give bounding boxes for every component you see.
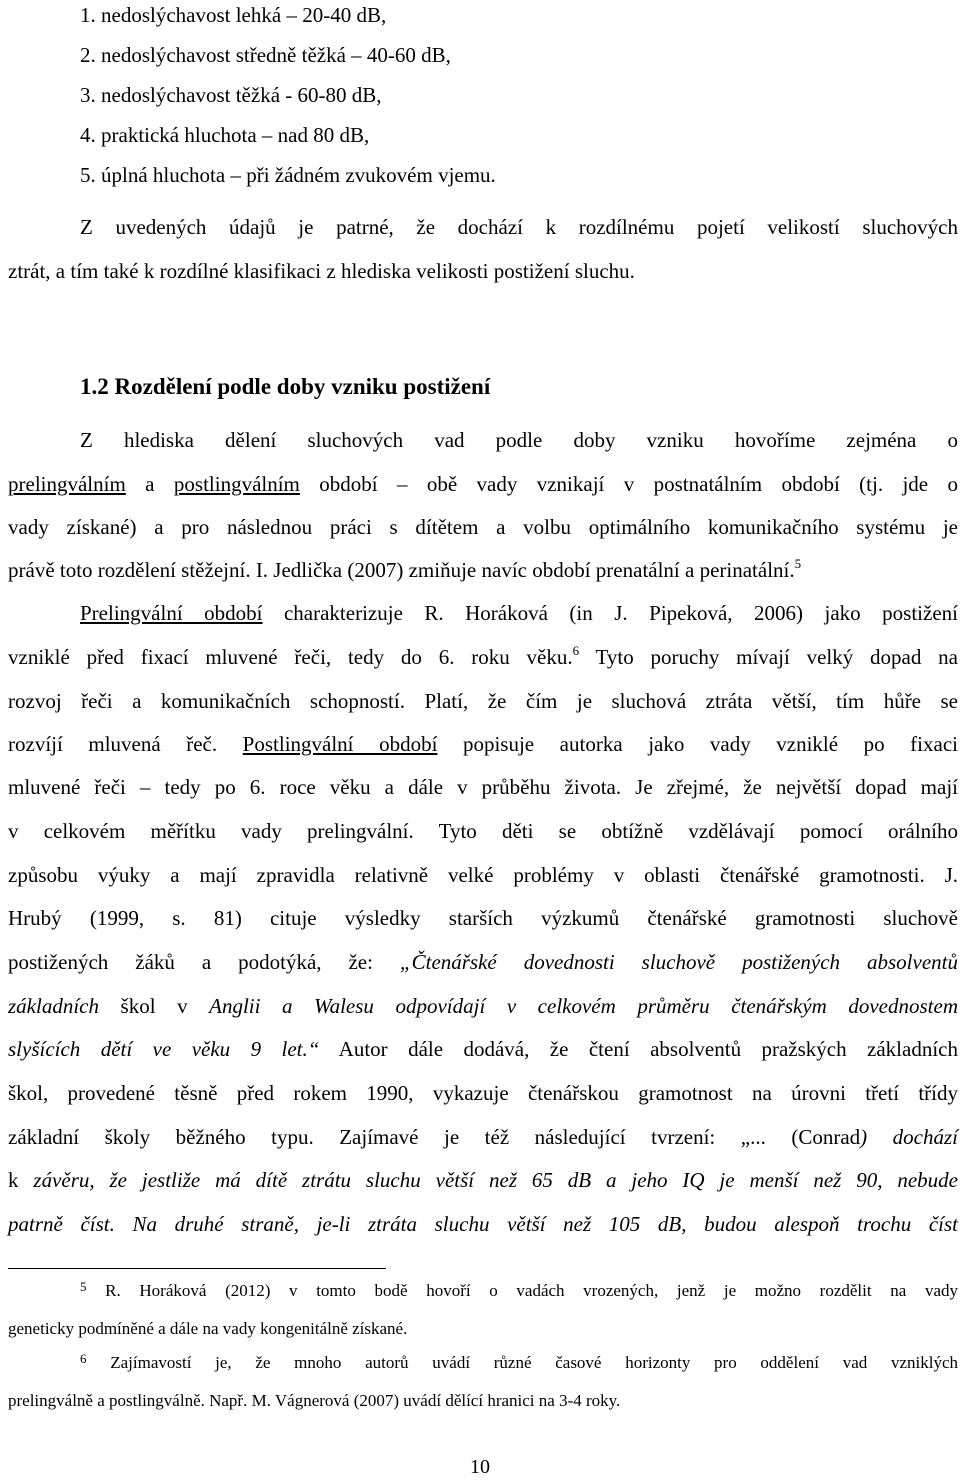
text: právě toto rozdělení stěžejní. I. Jedlička (2007) zmiňuje navíc období prenatální a perinatální.	[8, 558, 795, 582]
paragraph-line: Z hlediska dělení sluchových vad podle doby vzniku hovoříme zejména o	[80, 428, 958, 452]
paragraph-line: v celkovém měřítku vady prelingvální. Tyto děti se obtížně vzdělávají pomocí orálního	[8, 819, 958, 843]
footnote-number: 6	[80, 1351, 87, 1366]
footnote-line: geneticky podmíněné a dále na vady kongenitálně získané.	[8, 1319, 408, 1338]
footnote-line	[8, 1352, 958, 1374]
footnote-separator	[8, 1268, 386, 1269]
text: R. Horáková (2012) v tomto bodě hovoří o vadách vrozených, jenž je možno rozdělit na vady	[105, 1281, 958, 1300]
list-item: 3. nedoslýchavost těžká - 60-80 dB,	[80, 83, 382, 107]
paragraph-line	[8, 471, 958, 497]
text: škol v	[120, 994, 210, 1018]
text: rozvíjí mluvená řeč.	[8, 732, 243, 756]
text: Zajímavostí je, že mnoho autorů uvádí různé časové horizonty pro oddělení vad vzniklých	[110, 1353, 958, 1372]
quote-text: „Čtenářské dovednosti sluchově postižených absolventů	[399, 950, 958, 974]
text: Z uvedených údajů je patrné, že dochází k rozdílnému pojetí velikostí sluchových	[80, 215, 958, 239]
term-prelingual: prelingválním	[8, 472, 126, 496]
quote-text: ) dochází	[860, 1125, 958, 1149]
section-heading: 1.2 Rozdělení podle doby vzniku postižení	[80, 374, 491, 399]
paragraph-line	[80, 600, 958, 626]
footnote-line: prelingválně a postlingválně. Např. M. Vágnerová (2007) uvádí dělící hranici na 3-4 roky.	[8, 1391, 621, 1410]
text: charakterizuje R. Horáková (in J. Pipeková, 2006) jako postižení	[262, 601, 958, 625]
footnote-number: 5	[80, 1279, 87, 1294]
term-postlingual-period: Postlingvální období	[242, 732, 438, 756]
list-item: 1. nedoslýchavost lehká – 20-40 dB,	[80, 3, 387, 27]
footnote-ref[interactable]: 5	[794, 556, 802, 571]
quote-text: závěru, že jestliže má dítě ztrátu sluchu větší než 65 dB a jeho IQ je menší než 90, nebude	[33, 1168, 959, 1192]
text: základní školy běžného typu. Zajímavé je též následující tvrzení: „... (Conrad	[8, 1125, 861, 1149]
list-item: 5. úplná hluchota – při žádném zvukovém vjemu.	[80, 163, 496, 187]
text: vzniklé před fixací mluvené řeči, tedy do 6. roku věku.	[8, 645, 573, 669]
quote-text: slyšících dětí ve věku 9 let.“	[8, 1037, 320, 1061]
text: postižených žáků a podotýká, že:	[8, 950, 400, 974]
quote-text: Anglii a Walesu odpovídají v celkovém průměru čtenářským dovednostem	[209, 994, 958, 1018]
text: období – obě vady vznikají v postnatálním období (tj. jde o	[299, 472, 958, 496]
text: popisuje autorka jako vady vzniklé po fixaci	[437, 732, 958, 756]
paragraph-line	[80, 214, 958, 240]
footnote-line	[8, 1280, 958, 1302]
list-item: 4. praktická hluchota – nad 80 dB,	[80, 123, 370, 147]
paragraph-line	[8, 1036, 958, 1062]
paragraph-line: způsobu výuky a mají zpravidla relativně velké problémy v oblasti čtenářské gramotnosti. J.	[8, 863, 958, 887]
paragraph-line	[8, 1167, 958, 1193]
paragraph-line: škol, provedené těsně před rokem 1990, vykazuje čtenářskou gramotnost na úrovni třetí třídy	[8, 1081, 958, 1105]
paragraph-line: Hrubý (1999, s. 81) cituje výsledky starších výzkumů čtenářské gramotnosti sluchově	[8, 906, 958, 930]
paragraph-line: vady získané) a pro následnou práci s dítětem a volbu optimálního komunikačního systému je	[8, 515, 958, 539]
text: Tyto poruchy mívají velký dopad na	[579, 645, 958, 669]
quote-text: základních	[8, 994, 121, 1018]
paragraph-line	[8, 949, 958, 975]
text: Autor dále dodává, že čtení absolventů pražských základních	[319, 1037, 958, 1061]
page-number: 10	[470, 1456, 490, 1478]
paragraph-line: patrně číst. Na druhé straně, je-li ztráta sluchu větší než 105 dB, budou alespoň trochu číst	[8, 1212, 958, 1236]
list-item: 2. nedoslýchavost středně těžká – 40-60 dB,	[80, 43, 451, 67]
paragraph-line	[8, 731, 958, 757]
text: a	[125, 472, 174, 496]
text: k	[8, 1168, 34, 1192]
paragraph-line: ztrát, a tím také k rozdílné klasifikaci z hlediska velikosti postižení sluchu.	[8, 259, 635, 283]
paragraph-line	[8, 557, 958, 583]
paragraph-line: mluvené řeči – tedy po 6. roce věku a dále v průběhu života. Je zřejmé, že největší dopad mají	[8, 775, 958, 799]
term-prelingual-period: Prelingvální období	[80, 601, 263, 625]
paragraph-line	[8, 644, 958, 670]
paragraph-line: rozvoj řeči a komunikačních schopností. Platí, že čím je sluchová ztráta větší, tím hůře se	[8, 689, 958, 713]
term-postlingual: postlingválním	[173, 472, 300, 496]
paragraph-line	[8, 1124, 958, 1150]
paragraph-line	[8, 993, 958, 1019]
footnote-ref[interactable]: 6	[572, 643, 580, 658]
